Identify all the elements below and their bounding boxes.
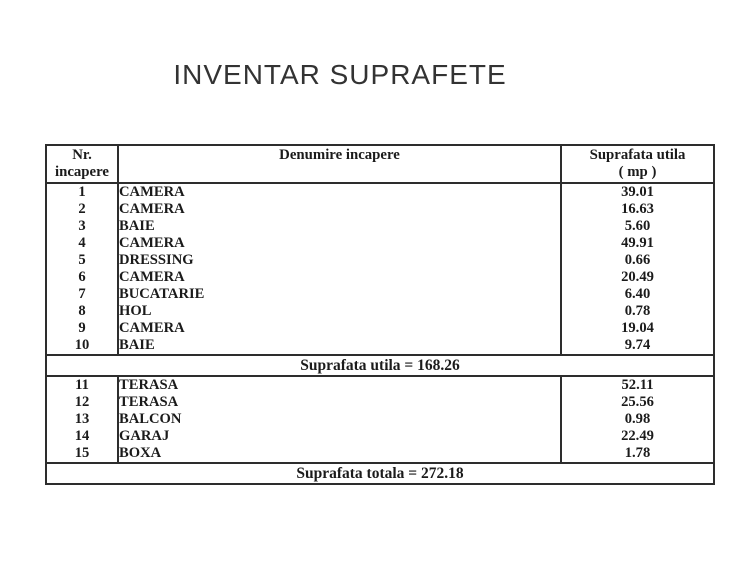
row-area: 0.98 bbox=[624, 411, 651, 427]
col-header-nr-line2: incapere bbox=[55, 164, 109, 180]
row-name: BAIE bbox=[118, 337, 561, 355]
row-area: 1.78 bbox=[624, 445, 651, 461]
row-name: GARAJ bbox=[118, 428, 561, 445]
col-header-area-line2: ( mp ) bbox=[618, 164, 657, 180]
table-row bbox=[46, 183, 714, 201]
row-area: 9.74 bbox=[624, 337, 651, 353]
table-row bbox=[46, 235, 714, 252]
table-row bbox=[46, 218, 714, 235]
row-area: 19.04 bbox=[621, 320, 654, 336]
table-row bbox=[46, 320, 714, 337]
table-header-row bbox=[46, 145, 714, 183]
table-row bbox=[46, 445, 714, 463]
row-name: HOL bbox=[118, 303, 561, 320]
row-nr: 6 bbox=[46, 269, 118, 286]
row-nr: 8 bbox=[46, 303, 118, 320]
row-nr: 7 bbox=[46, 286, 118, 303]
row-nr: 12 bbox=[46, 394, 118, 411]
row-name: BUCATARIE bbox=[118, 286, 561, 303]
table-row bbox=[46, 286, 714, 303]
row-name: BOXA bbox=[118, 445, 561, 463]
subtotal-row bbox=[46, 355, 714, 376]
row-area: 5.60 bbox=[624, 218, 651, 234]
row-nr: 9 bbox=[46, 320, 118, 337]
row-nr: 1 bbox=[46, 183, 118, 201]
table-row bbox=[46, 428, 714, 445]
table-row bbox=[46, 394, 714, 411]
col-header-nr bbox=[46, 145, 118, 183]
total-row bbox=[46, 463, 714, 484]
row-name: TERASA bbox=[118, 376, 561, 394]
row-area: 20.49 bbox=[621, 269, 654, 285]
document-title: INVENTAR SUPRAFETE bbox=[173, 59, 507, 90]
col-header-name bbox=[118, 145, 561, 183]
row-nr: 4 bbox=[46, 235, 118, 252]
row-name: TERASA bbox=[118, 394, 561, 411]
row-name: CAMERA bbox=[118, 235, 561, 252]
surfaces-table bbox=[45, 144, 715, 485]
col-header-area bbox=[561, 145, 714, 183]
table-row bbox=[46, 252, 714, 269]
row-area: 25.56 bbox=[621, 394, 654, 410]
table-row bbox=[46, 201, 714, 218]
row-nr: 11 bbox=[46, 376, 118, 394]
table-body-useful bbox=[46, 183, 714, 376]
row-nr: 10 bbox=[46, 337, 118, 355]
row-name: BALCON bbox=[118, 411, 561, 428]
row-area: 6.40 bbox=[624, 286, 651, 302]
row-name: CAMERA bbox=[118, 269, 561, 286]
col-header-area-line1: Suprafata utila bbox=[589, 147, 686, 163]
row-area: 16.63 bbox=[621, 201, 654, 217]
col-header-name-label: Denumire incapere bbox=[279, 147, 400, 163]
row-nr: 15 bbox=[46, 445, 118, 463]
row-nr: 3 bbox=[46, 218, 118, 235]
table-row bbox=[46, 376, 714, 394]
row-area: 39.01 bbox=[621, 184, 654, 200]
subtotal-label: Suprafata utila = 168.26 bbox=[46, 355, 714, 376]
row-nr: 14 bbox=[46, 428, 118, 445]
row-name: CAMERA bbox=[118, 183, 561, 201]
table-row bbox=[46, 411, 714, 428]
row-nr: 2 bbox=[46, 201, 118, 218]
row-name: DRESSING bbox=[118, 252, 561, 269]
total-label: Suprafata totala = 272.18 bbox=[46, 463, 714, 484]
row-area: 49.91 bbox=[621, 235, 654, 251]
table-body-annex bbox=[46, 376, 714, 484]
row-nr: 5 bbox=[46, 252, 118, 269]
table-row bbox=[46, 337, 714, 355]
row-nr: 13 bbox=[46, 411, 118, 428]
row-area: 0.66 bbox=[624, 252, 651, 268]
row-name: BAIE bbox=[118, 218, 561, 235]
row-name: CAMERA bbox=[118, 320, 561, 337]
col-header-nr-line1: Nr. bbox=[72, 147, 92, 163]
table-row bbox=[46, 269, 714, 286]
row-area: 52.11 bbox=[621, 377, 654, 393]
row-name: CAMERA bbox=[118, 201, 561, 218]
table-row bbox=[46, 303, 714, 320]
row-area: 22.49 bbox=[621, 428, 654, 444]
row-area: 0.78 bbox=[624, 303, 651, 319]
